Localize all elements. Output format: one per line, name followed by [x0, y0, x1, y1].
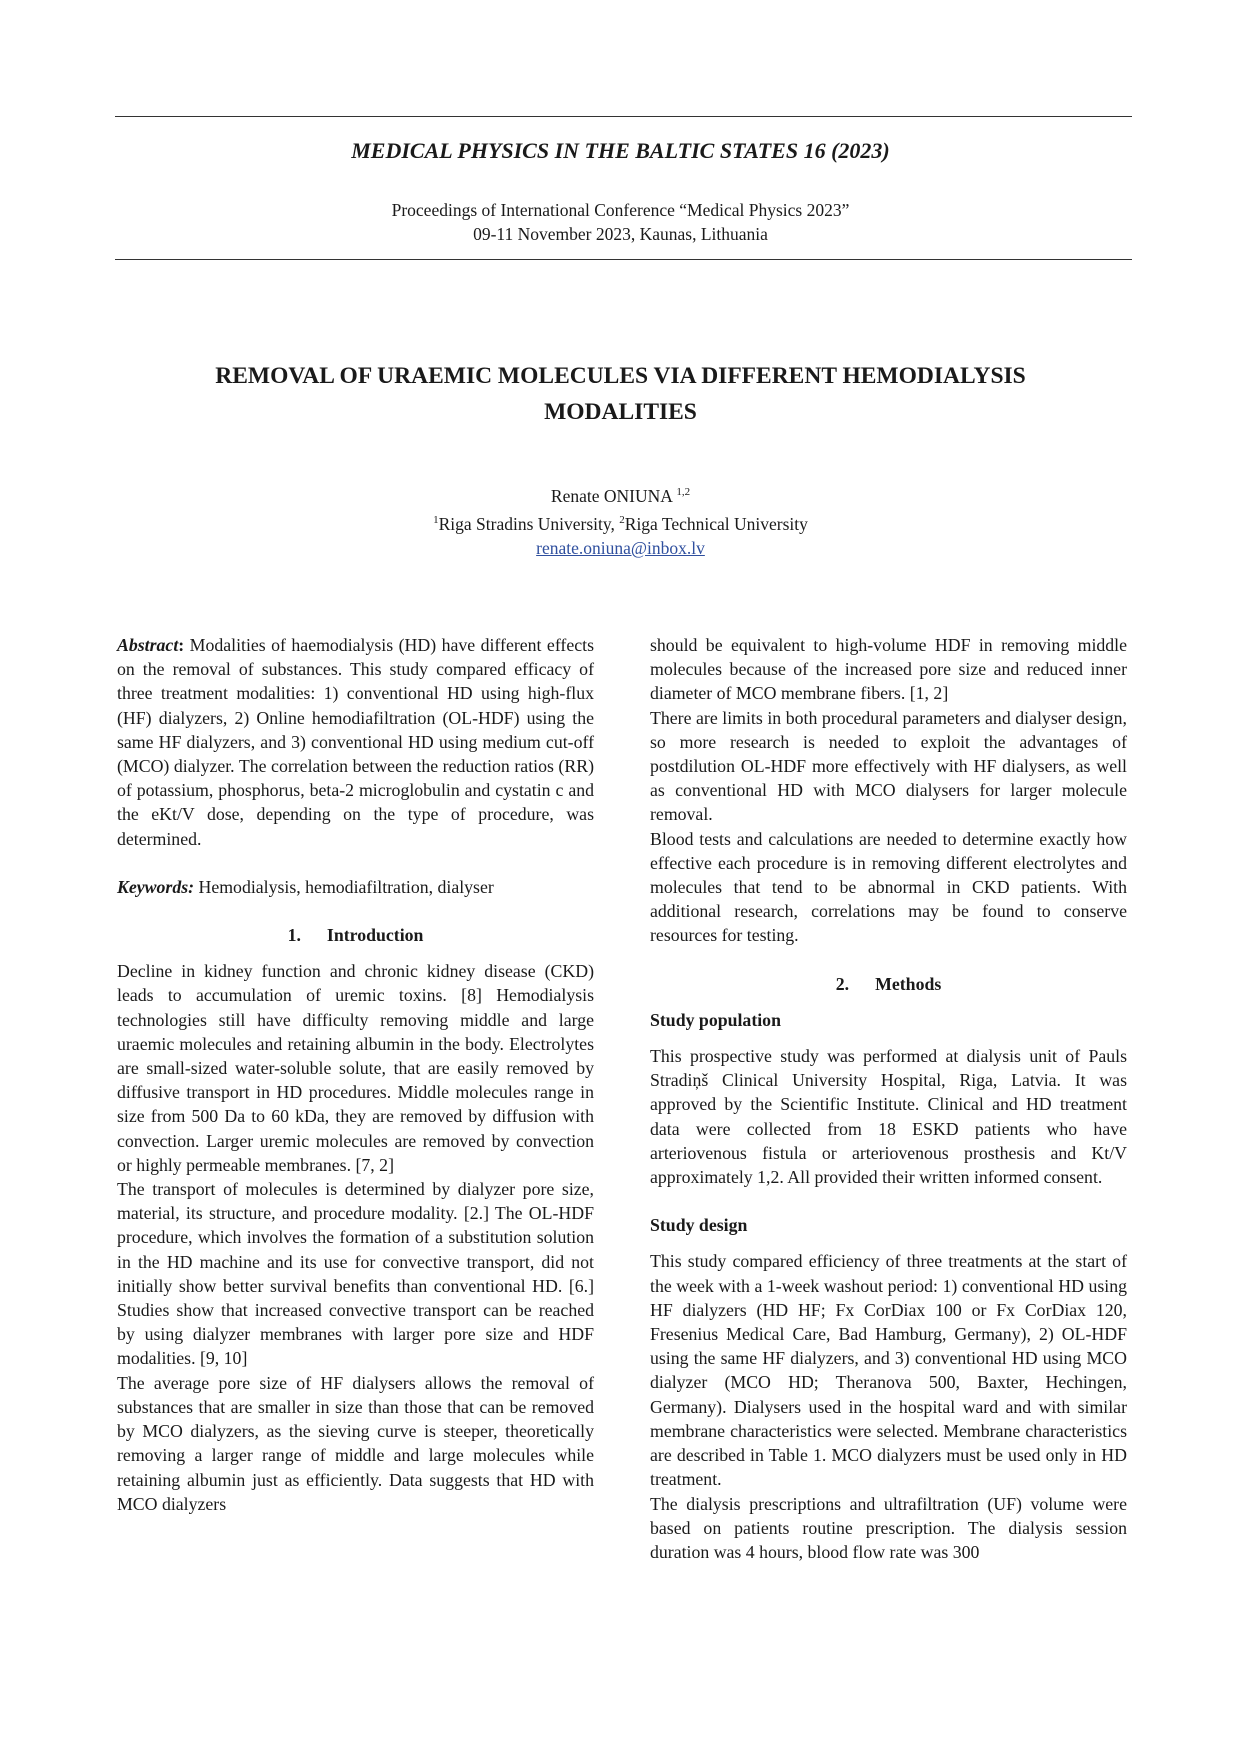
author-block	[0, 480, 1241, 560]
abstract-label: Abstract	[117, 635, 179, 655]
intro-paragraph: should be equivalent to high-volume HDF in removing middle molecules because of the increased pore size and reduced inner diameter of MCO membrane fibers. [1, 2]	[650, 635, 1127, 704]
methods-paragraph: This prospective study was performed at dialysis unit of Pauls Stradiņš Clinical University Hospital, Riga, Latvia. It was approved by the Scientific Institute. Clinical and HD treatment data were collected from 18 ESKD patients who have arteriovenous fistula or arteriovenous prosthesis and Kt/V approximately 1,2. All provided their written informed consent.	[650, 1046, 1127, 1188]
abstract: Abstract: Modalities of haemodialysis (HD) have different effects on the removal of substances. This study compared efficacy of three treatment modalities: 1) conventional HD using high-flux (HF) dialyzers, 2) Online hemodiafiltration (OL-HDF) using the same HF dialyzers, and 3) conventional HD using medium cut-off (MCO) dialyzer. The correlation between the reduction ratios (RR) of potassium, phosphorus, beta-2 microglobulin and cystatin c and the eKt/V dose, depending on the type of procedure, was determined.	[117, 635, 594, 849]
journal-title: MEDICAL PHYSICS IN THE BALTIC STATES 16 (2023)	[351, 138, 890, 163]
intro-paragraph: The average pore size of HF dialysers allows the removal of substances that are smaller in size than those that can be removed by MCO dialyzers, as the sieving curve is steeper, theoretically removing a larger range of middle and large molecules while retaining albumin just as efficiently. Data suggests that HD with MCO dialyzers	[117, 1372, 594, 1514]
author-email-link[interactable]: renate.oniuna@inbox.lv	[536, 537, 705, 558]
header-rule	[115, 259, 1132, 260]
subheading-study-population: Study population	[650, 1009, 781, 1030]
subheading-study-design: Study design	[650, 1215, 748, 1236]
left-column	[117, 633, 594, 1516]
intro-paragraph: Decline in kidney function and chronic kidney disease (CKD) leads to accumulation of uremic toxins. [8] Hemodialysis technologies still have difficulty removing middle and large uraemic molecules and retaining albumin in the body. Electrolytes are small-sized water-soluble solute, that are easily removed by diffusive transport in HD procedures. Middle molecules range in size from 500 Da to 60 kDa, they are removed by diffusion with convection. Larger uremic molecules are removed by convection or highly permeable membranes. [7, 2]	[117, 961, 594, 1175]
intro-paragraph: Blood tests and calculations are needed to determine exactly how effective each procedure is in removing different electrolytes and molecules that tend to be abnormal in CKD patients. With additional research, correlations may be found to conserve resources for testing.	[650, 828, 1127, 946]
proceedings-line-2: 09-11 November 2023, Kaunas, Lithuania	[473, 224, 768, 244]
methods-paragraph: This study compared efficiency of three treatments at the start of the week with a 1-week washout period: 1) conventional HD using HF dialyzers (HD HF; Fx CorDiax 100 or Fx CorDiax 120, Fresenius Medical Care, Bad Hamburg, Germany), 2) OL-HDF using the same HF dialyzers, and 3) conventional HD using MCO dialyzer (MCO HD; Theranova 500, Baxter, Hechingen, Germany). Dialysers used in the hospital ward and with similar membrane characteristics were selected. Membrane characteristics are described in Table 1. MCO dialyzers must be used only in HD treatment.	[650, 1251, 1127, 1490]
affiliations: $^1$Riga Stradins University, $^2$Riga Technical University	[433, 513, 808, 534]
keywords: Keywords: Hemodialysis, hemodiafiltration, dialyser	[117, 876, 494, 897]
section-heading-methods: 2. Methods	[835, 973, 942, 994]
proceedings-line-1: Proceedings of International Conference “Medical Physics 2023”	[391, 200, 850, 220]
intro-paragraph: There are limits in both procedural parameters and dialyser design, so more research is needed to exploit the advantages of postdilution OL-HDF more effectively with HF dialysers, as well as conventional HD with MCO dialysers for larger molecule removal.	[650, 707, 1127, 825]
intro-paragraph: The transport of molecules is determined by dialyzer pore size, material, its structure, and procedure modality. [2.] The OL-HDF procedure, which involves the formation of a substitution solution in the HD machine and its use for convective transport, did not initially show better survival benefits than conventional HD. [6.] Studies show that increased convective transport can be reached by using dialyzer membranes with larger pore size and HDF modalities. [9, 10]	[117, 1179, 594, 1369]
proceedings-info	[0, 198, 1241, 246]
right-column	[650, 633, 1127, 1564]
section-heading-introduction: 1. Introduction	[287, 925, 424, 946]
paper-title: REMOVAL OF URAEMIC MOLECULES VIA DIFFERENT HEMODIALYSIS MODALITIES	[215, 363, 1026, 425]
keywords-label: Keywords:	[117, 876, 195, 897]
author-name: Renate ONIUNA $^{1,2}$	[550, 485, 691, 506]
top-rule	[115, 116, 1132, 117]
methods-paragraph: The dialysis prescriptions and ultrafiltration (UF) volume were based on patients routine prescription. The dialysis session duration was 4 hours, blood flow rate was 300	[650, 1493, 1127, 1562]
